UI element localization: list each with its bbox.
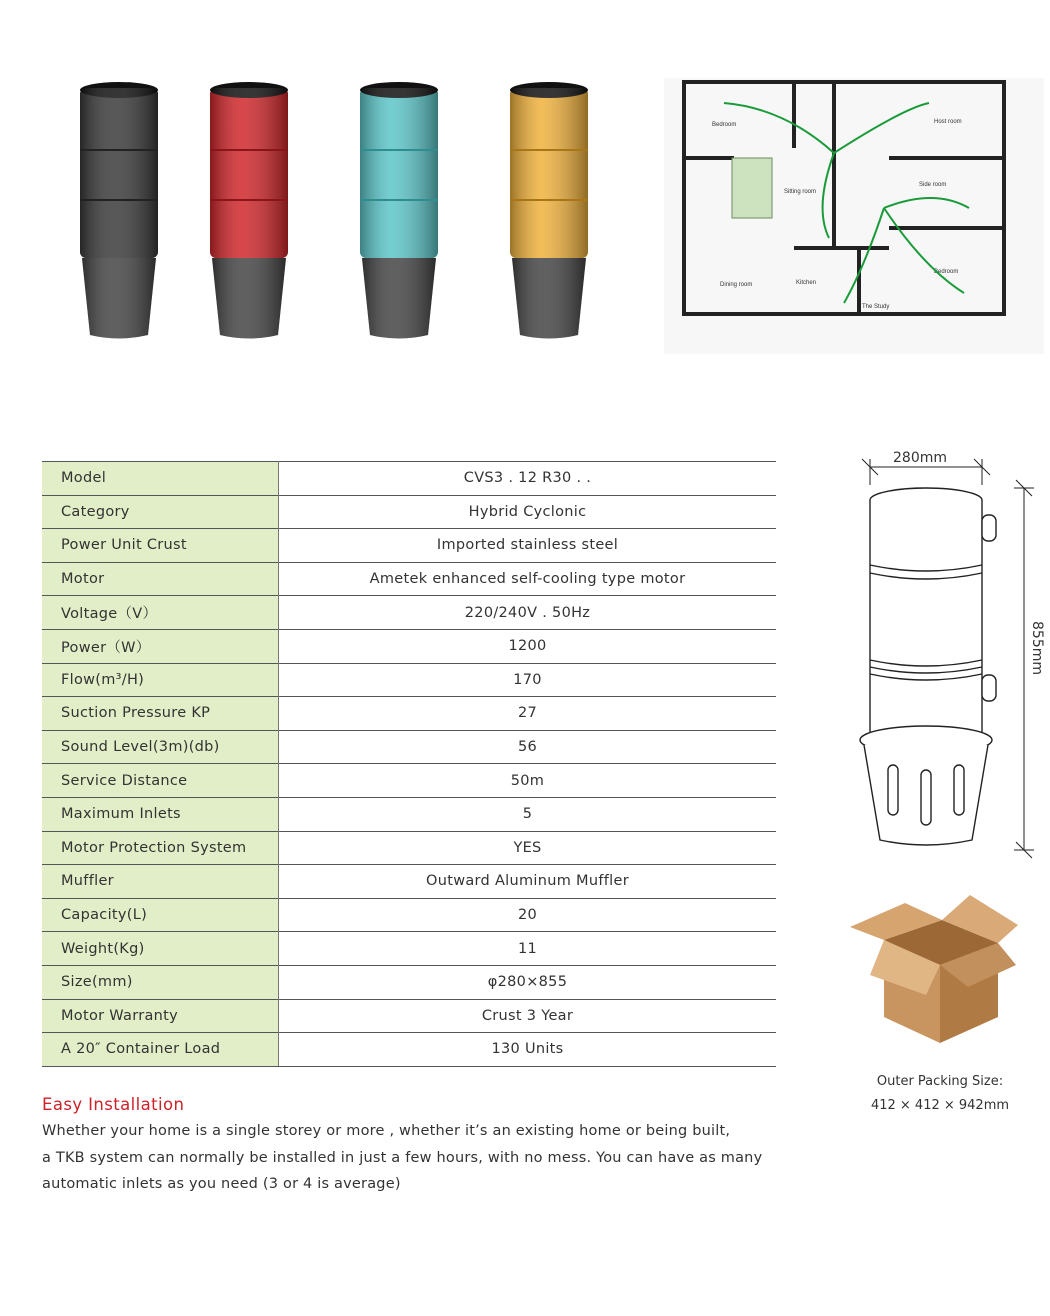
- room-label: Bedroom: [712, 122, 737, 128]
- width-dimension: 280mm: [893, 450, 947, 466]
- easy-installation-section: [42, 1095, 802, 1198]
- room-label: The Study: [862, 304, 890, 310]
- paragraph-line: a TKB system can normally be installed in just a few hours, with no mess. You can have as many: [42, 1149, 763, 1166]
- table-row: [42, 629, 776, 663]
- table-row: [42, 797, 776, 831]
- spec-value: φ280×855: [279, 965, 777, 999]
- spec-key: Motor: [42, 562, 279, 596]
- spec-key: Muffler: [42, 865, 279, 899]
- spec-value: 5: [279, 797, 777, 831]
- paragraph-line: Whether your home is a single storey or more , whether it’s an existing home or being built,: [42, 1123, 731, 1139]
- spec-key: Service Distance: [42, 764, 279, 798]
- room-label: Bedroom: [934, 269, 959, 275]
- spec-value: 220/240V . 50Hz: [279, 596, 777, 630]
- spec-value: 11: [279, 932, 777, 966]
- table-row: [42, 495, 776, 529]
- table-row: [42, 596, 776, 630]
- spec-value: YES: [279, 831, 777, 865]
- specifications-table: [42, 461, 776, 1067]
- table-row: [42, 529, 776, 563]
- room-label: Side room: [919, 182, 947, 188]
- table-row: [42, 764, 776, 798]
- table-row: [42, 932, 776, 966]
- spec-key: Motor Protection System: [42, 831, 279, 865]
- spec-value: 170: [279, 663, 777, 697]
- table-row: [42, 663, 776, 697]
- spec-key: Capacity(L): [42, 898, 279, 932]
- vacuum-unit-black: [80, 82, 158, 339]
- spec-key: Sound Level(3m)(db): [42, 730, 279, 764]
- spec-value: Hybrid Cyclonic: [279, 495, 777, 529]
- vacuum-units-illustration: [60, 70, 620, 360]
- packing-size-value: 412 × 412 × 942mm: [870, 1098, 1010, 1113]
- spec-value: 1200: [279, 629, 777, 663]
- spec-key: Power Unit Crust: [42, 529, 279, 563]
- spec-key: Motor Warranty: [42, 999, 279, 1033]
- height-dimension: 855mm: [1029, 621, 1045, 675]
- room-label: Host room: [934, 119, 962, 125]
- table-row: [42, 697, 776, 731]
- room-label: Kitchen: [796, 280, 817, 286]
- floor-plan: [664, 78, 1044, 354]
- paragraph-line: automatic inlets as you need (3 or 4 is average): [42, 1176, 401, 1192]
- spec-value: 50m: [279, 764, 777, 798]
- spec-key: Weight(Kg): [42, 932, 279, 966]
- spec-key: Suction Pressure KP: [42, 697, 279, 731]
- spec-key: Power（W）: [42, 629, 279, 663]
- vacuum-unit-red: [210, 82, 288, 339]
- spec-key: Flow(m³/H): [42, 663, 279, 697]
- spec-value: Crust 3 Year: [279, 999, 777, 1033]
- packing-size-info: [860, 1070, 1020, 1118]
- table-row: [42, 865, 776, 899]
- spec-value: Outward Aluminum Muffler: [279, 865, 777, 899]
- spec-value: 56: [279, 730, 777, 764]
- table-row: [42, 462, 776, 496]
- room-label: Dining room: [720, 282, 753, 288]
- vacuum-unit-cyan: [360, 82, 438, 339]
- spec-key: Size(mm): [42, 965, 279, 999]
- spec-value: 130 Units: [279, 1033, 777, 1067]
- dimension-drawing: [848, 445, 1048, 865]
- spec-key: A 20″ Container Load: [42, 1033, 279, 1067]
- packing-box-image: [850, 895, 1020, 1045]
- packing-size-label: Outer Packing Size:: [876, 1074, 1004, 1089]
- room-label: Sitting room: [784, 189, 817, 195]
- product-color-variants: [60, 70, 620, 360]
- spec-value: Ametek enhanced self-cooling type motor: [279, 562, 777, 596]
- table-row: [42, 730, 776, 764]
- table-row: [42, 1033, 776, 1067]
- unit-outline-drawing: [848, 445, 1048, 865]
- cardboard-box-icon: [850, 895, 1020, 1045]
- spec-value: 27: [279, 697, 777, 731]
- spec-value: CVS3 . 12 R30 . .: [279, 462, 777, 496]
- spec-value: 20: [279, 898, 777, 932]
- spec-value: Imported stainless steel: [279, 529, 777, 563]
- section-heading: Easy Installation: [42, 1095, 185, 1114]
- table-row: [42, 965, 776, 999]
- floor-plan-drawing: [664, 78, 1044, 354]
- table-row: [42, 831, 776, 865]
- table-row: [42, 999, 776, 1033]
- vacuum-unit-yellow: [510, 82, 588, 339]
- spec-key: Voltage（V）: [42, 596, 279, 630]
- spec-key: Category: [42, 495, 279, 529]
- table-row: [42, 562, 776, 596]
- spec-key: Maximum Inlets: [42, 797, 279, 831]
- spec-key: Model: [42, 462, 279, 496]
- table-row: [42, 898, 776, 932]
